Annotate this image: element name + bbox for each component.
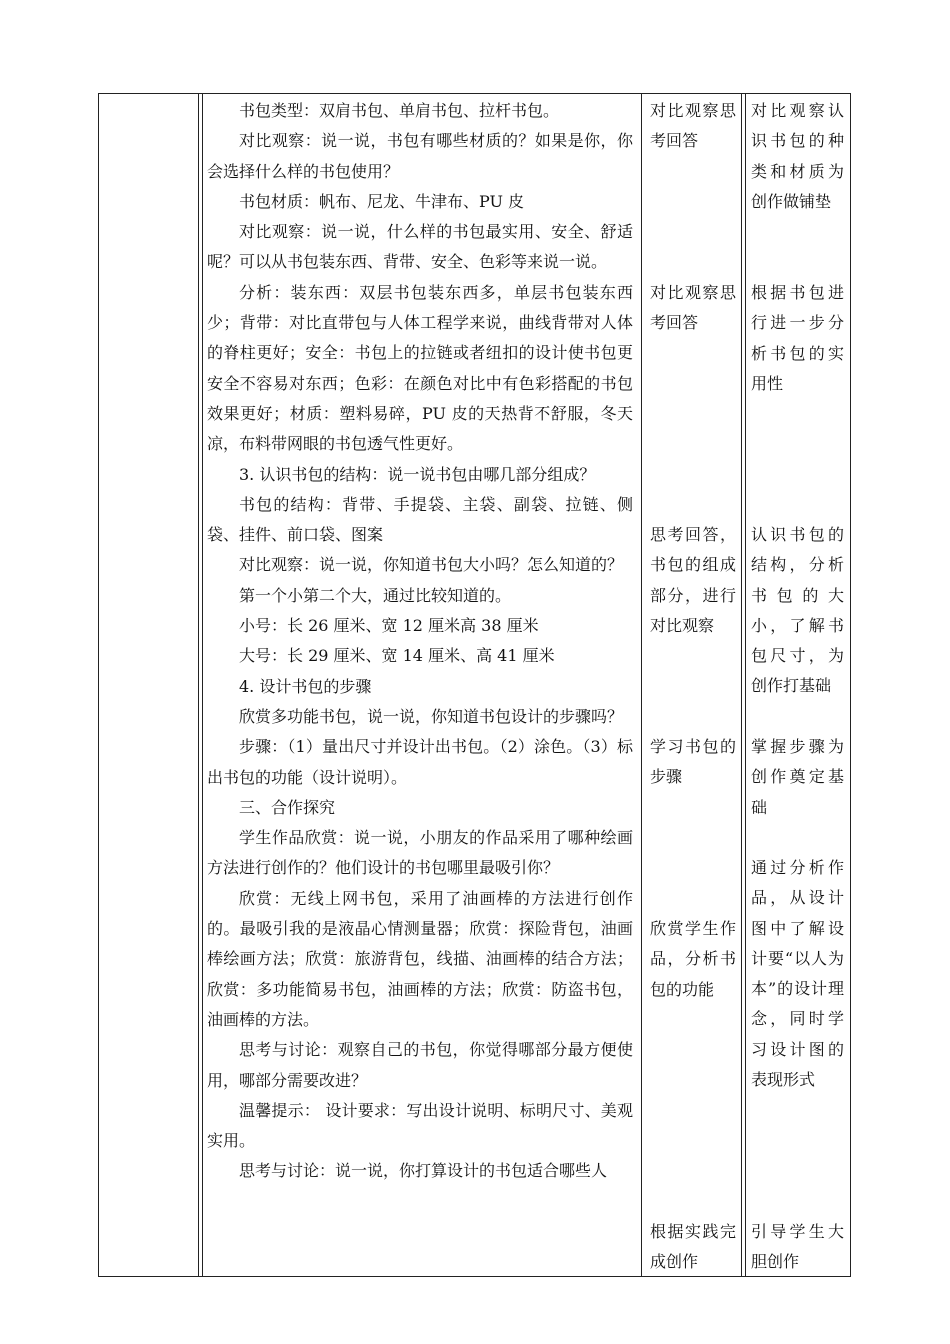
- process-paragraph: 书包类型：双肩书包、单肩书包、拉杆书包。: [239, 101, 560, 120]
- activity-cell: [650, 278, 736, 339]
- process-paragraph: 书包的结构：背带、手提袋、主袋、副袋、拉链、侧袋、挂件、前口袋、图案: [207, 494, 633, 545]
- process-paragraph: 温馨提示： 设计要求：写出设计说明、标明尺寸、美观实用。: [207, 1100, 633, 1151]
- activity-cell: [650, 520, 736, 641]
- process-paragraph: 第一个小第二个大，通过比较知道的。: [239, 585, 512, 605]
- process-paragraph: 4. 设计书包的步骤: [239, 676, 372, 696]
- column-divider: [741, 94, 742, 1276]
- intent-cell: [751, 278, 844, 399]
- activity-cell: [650, 1217, 736, 1278]
- activity-text: 对比观察思考回答: [650, 101, 736, 151]
- intent-text: 对比观察认识书包的种类和材质为创作做铺垫: [751, 101, 844, 211]
- intent-cell: [751, 853, 844, 1095]
- process-paragraph: 三、合作探究: [239, 797, 336, 817]
- activity-text: 学习书包的步骤: [650, 737, 736, 787]
- process-paragraph: 对比观察：说一说，什么样的书包最实用、安全、舒适呢？可以从书包装东西、背带、安全、色彩等来说一说。: [207, 222, 633, 272]
- process-paragraph: 对比观察：说一说，你知道书包大小吗？怎么知道的？: [239, 555, 624, 575]
- intent-text: 引导学生大胆创作: [751, 1222, 844, 1272]
- intent-text: 认识书包的结构，分析书包的大小，了解书包尺寸，为创作打基础: [751, 525, 844, 696]
- process-paragraph: 小号：长 26 厘米、宽 12 厘米高 38 厘米: [239, 616, 539, 636]
- process-paragraph: 步骤：（1）量出尺寸并设计出书包。（2）涂色。（3）标出书包的功能（设计说明）。: [207, 737, 633, 787]
- intent-cell: [751, 732, 844, 823]
- teaching-process-column: [207, 96, 633, 1187]
- intent-text: 通过分析作品，从设计图中了解设计要“以人为本”的设计理念，同时学习设计图的表现形式: [751, 858, 844, 1090]
- intent-cell: [751, 520, 844, 702]
- process-paragraph: 书包材质：帆布、尼龙、牛津布、PU 皮: [239, 191, 525, 211]
- activity-text: 欣赏学生作品，分析书包的功能: [650, 919, 736, 999]
- activity-cell: [650, 96, 736, 157]
- activity-cell: [650, 914, 736, 1005]
- intent-text: 根据书包进行进一步分析书包的实用性: [751, 283, 844, 393]
- activity-text: 思考回答，书包的组成部分，进行对比观察: [650, 525, 736, 635]
- intent-cell: [751, 96, 844, 217]
- process-paragraph: 学生作品欣赏：说一说，小朋友的作品采用了哪种绘画方法进行创作的？他们设计的书包哪里最吸引你？: [207, 828, 633, 878]
- process-paragraph: 对比观察：说一说，书包有哪些材质的？如果是你，你会选择什么样的书包使用？: [207, 131, 633, 181]
- activity-cell: [650, 732, 736, 793]
- column-divider: [745, 94, 746, 1276]
- activity-text: 对比观察思考回答: [650, 283, 736, 333]
- process-paragraph: 分析：装东西：双层书包装东西多，单层书包装东西少；背带：对比直带包与人体工程学来说，曲线背带对人体的脊柱更好；安全：书包上的拉链或者纽扣的设计使书包更安全不容易对东西；色彩：在颜色对比中有色彩搭配的书包效果更好；材质：塑料易碎，PU 皮的天热背不舒服，冬天凉，布料带网眼的书包透气性更好。: [207, 282, 633, 454]
- process-paragraph: 大号：长 29 厘米、宽 14 厘米、高 41 厘米: [239, 646, 555, 666]
- lesson-table: [98, 93, 851, 1277]
- intent-text: 掌握步骤为创作奠定基础: [751, 737, 844, 817]
- column-divider: [202, 94, 203, 1276]
- column-divider: [198, 94, 199, 1276]
- process-paragraph: 3. 认识书包的结构：说一说书包由哪几部分组成？: [239, 464, 596, 484]
- process-paragraph: 思考与讨论：观察自己的书包，你觉得哪部分最方便使用，哪部分需要改进？: [207, 1040, 633, 1090]
- intent-cell: [751, 1217, 844, 1278]
- process-paragraph: 欣赏：无线上网书包，采用了油画棒的方法进行创作的。最吸引我的是液晶心情测量器；欣赏：探险背包，油画棒绘画方法；欣赏：旅游背包，线描、油画棒的结合方法；欣赏：多功能简易书包，油画棒的方法；欣赏：防盗书包，油画棒的方法。: [207, 888, 633, 1029]
- process-paragraph: 欣赏多功能书包，说一说，你知道书包设计的步骤吗？: [239, 706, 624, 726]
- activity-text: 根据实践完成创作: [650, 1222, 736, 1272]
- column-divider: [641, 94, 642, 1276]
- process-paragraph: 思考与讨论：说一说，你打算设计的书包适合哪些人: [239, 1161, 608, 1181]
